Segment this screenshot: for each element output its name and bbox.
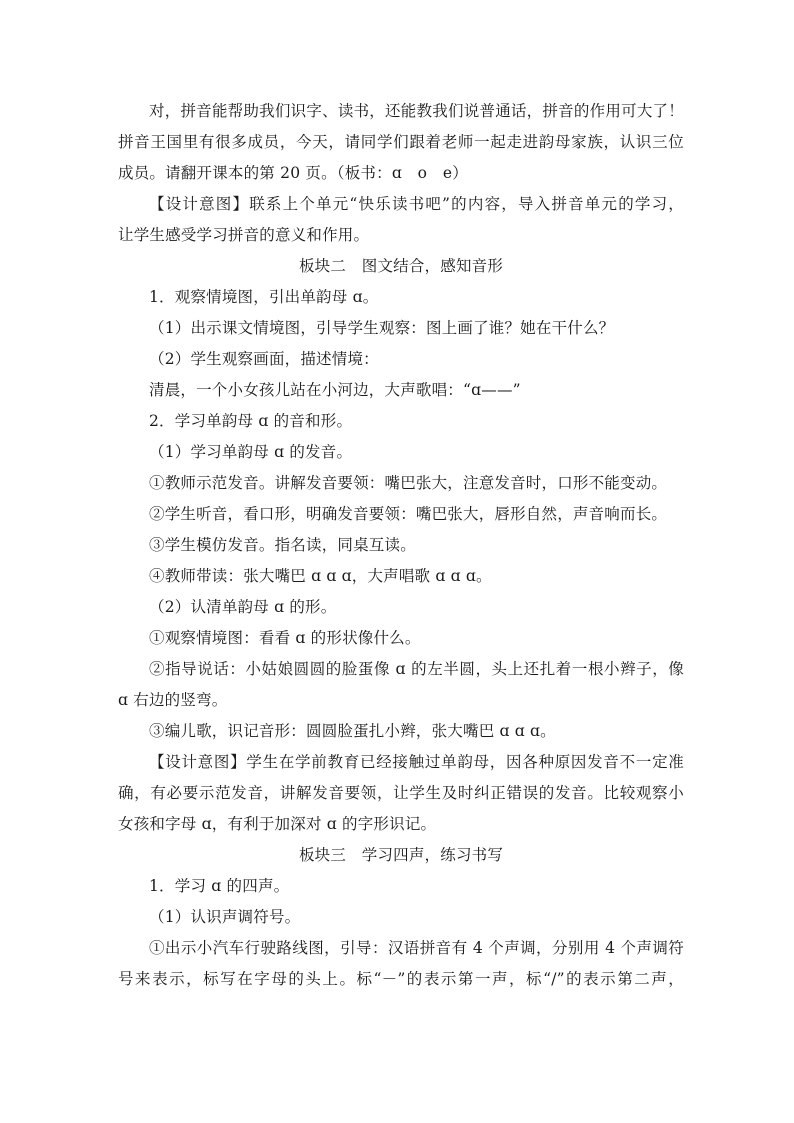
text-line: 【设计意图】学生在学前教育已经接触过单韵母，因各种原因发音不一定准 (149, 753, 684, 771)
text-line: ①出示小汽车行驶路线图，引导：汉语拼音有 4 个声调，分别用 4 个声调符 (149, 939, 684, 957)
text-line: ③学生模仿发音。指名读，同桌互读。 (149, 536, 416, 554)
document-body (118, 96, 684, 995)
text-line: （2）认清单韵母 ɑ 的形。 (149, 598, 337, 616)
text-line: ④教师带读：张大嘴巴 ɑ ɑ ɑ，大声唱歌 ɑ ɑ ɑ。 (149, 567, 492, 585)
text-line: ①教师示范发音。讲解发音要领：嘴巴张大，注意发音时，口形不能变动。 (149, 474, 668, 492)
text-line: 2．学习单韵母 ɑ 的音和形。 (149, 412, 353, 430)
text-line: 成员。请翻开课本的第 20 页。（板书：ɑ o e） (118, 164, 468, 182)
text-line: （2）学生观察画面，描述情境： (149, 350, 379, 368)
text-line: ③编儿歌，识记音形：圆圆脸蛋扎小辫，张大嘴巴 ɑ ɑ ɑ。 (149, 722, 556, 740)
text-line: 拼音王国里有很多成员，今天，请同学们跟着老师一起走进韵母家族，认识三位 (118, 133, 684, 151)
text-line: ②指导说话：小姑娘圆圆的脸蛋像 ɑ 的左半圆，头上还扎着一根小辫子，像 (149, 660, 684, 678)
text-line: （1）学习单韵母 ɑ 的发音。 (149, 443, 353, 461)
text-line: 确，有必要示范发音，讲解发音要领，让学生及时纠正错误的发音。比较观察小 (118, 784, 684, 802)
text-line: 让学生感受学习拼音的意义和作用。 (118, 226, 370, 244)
text-line: ②学生听音，看口形，明确发音要领：嘴巴张大，唇形自然，声音响而长。 (149, 505, 668, 523)
text-line: 【设计意图】联系上个单元“快乐读书吧”的内容，导入拼音单元的学习， (149, 195, 684, 213)
text-line: （1）出示课文情境图，引导学生观察：图上画了谁？她在干什么？ (149, 319, 615, 337)
section-heading: 板块三 学习四声，练习书写 (298, 846, 504, 864)
text-line: 清晨，一个小女孩儿站在小河边，大声歌唱：“ɑ——” (149, 381, 521, 399)
text-line: ɑ 右边的竖弯。 (118, 691, 228, 709)
text-line: 女孩和字母 ɑ，有利于加深对 ɑ 的字形识记。 (118, 815, 437, 833)
text-line: 1．学习 ɑ 的四声。 (149, 877, 290, 895)
text-line: 号来表示，标写在字母的头上。标“－”的表示第一声，标“/”的表示第二声， (118, 970, 684, 988)
text-line: （1）认识声调符号。 (149, 908, 301, 926)
section-heading: 板块二 图文结合，感知音形 (298, 257, 504, 275)
text-line: 1．观察情境图，引出单韵母 ɑ。 (149, 288, 379, 306)
text-line: 对，拼音能帮助我们识字、读书，还能教我们说普通话，拼音的作用可大了！ (149, 102, 684, 120)
text-line: ①观察情境图：看看 ɑ 的形状像什么。 (149, 629, 421, 647)
